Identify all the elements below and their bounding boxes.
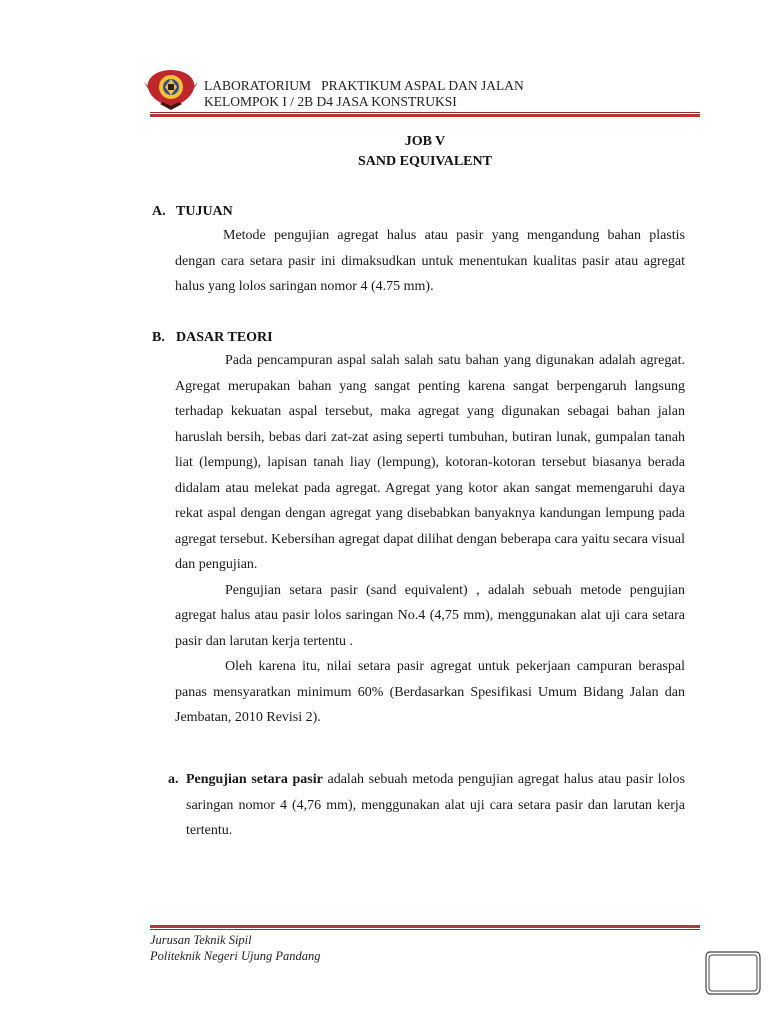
job-number: JOB V	[404, 134, 446, 149]
footer-rule-thin	[150, 929, 700, 930]
header-text	[204, 78, 524, 110]
section-a-paragraph-1: Metode pengujian agregat halus atau pasir yang mengandung bahan plastis dengan cara setara pasir ini dimaksudkan untuk menentukan kualitas pasir atau agregat halus yang lolos saringan nomor 4 (4.75 mm).	[175, 228, 685, 294]
section-b-heading	[152, 330, 273, 346]
section-a-number: A.	[152, 204, 166, 219]
footer-text	[150, 932, 320, 964]
list-item-content	[186, 767, 685, 844]
section-b-title: DASAR TEORI	[176, 330, 273, 345]
section-a-title: TUJUAN	[176, 204, 233, 219]
section-a-heading	[152, 204, 233, 220]
page-number-frame	[704, 950, 762, 996]
header-line-2: KELOMPOK I / 2B D4 JASA KONSTRUKSI	[204, 94, 457, 109]
document-title: SAND EQUIVALENT	[358, 154, 492, 169]
list-item	[168, 767, 685, 844]
section-b-paragraph-1: Pada pencampuran aspal salah salah satu bahan yang digunakan adalah agregat. Agregat merupakan bahan yang sangat penting karena sangat berpengaruh langsung terhadap kekuatan aspal tersebut, maka agregat yang digunakan sebagai bahan jalan haruslah bersih, bebas dari zat-zat asing seperti tumbuhan, butiran lunak, gumpalan tanah liat (lempung), lapisan tanah liay (lempung), kotoran-kotoran tersebut biasanya berada didalam atau melekat pada agregat. Agregat yang kotor akan sangat memengaruhi daya rekat aspal dengan dengan agregat yang disebabkan banyaknya kandungan lempung pada agregat tersebut. Kebersihan agregat dapat dilihat dengan beberapa cara yaitu secara visual dan pengujian.	[175, 353, 685, 572]
institution-logo	[144, 64, 198, 112]
footer-line-1: Jurusan Teknik Sipil	[150, 933, 252, 947]
footer-line-2: Politeknik Negeri Ujung Pandang	[150, 949, 321, 963]
section-b-body	[175, 348, 685, 731]
list-item-lead: Pengujian setara pasir	[186, 772, 323, 787]
header-rule-thin	[150, 112, 700, 113]
header-rule-thick	[150, 114, 700, 117]
section-b-paragraph-2: Pengujian setara pasir (sand equivalent) , adalah sebuah metode pengujian agregat halus atau pasir lolos saringan No.4 (4,75 mm), menggunakan alat uji cara setara pasir dan larutan kerja tertentu .	[175, 582, 685, 649]
section-a-body	[175, 223, 685, 300]
footer-rule-thick	[150, 925, 700, 928]
list-item-marker: a.	[168, 772, 179, 787]
list-item-text: adalah sebuah metoda pengujian agregat halus atau pasir lolos saringan nomor 4 (4,76 mm), menggunakan alat uji cara setara pasir dan larutan kerja tertentu.	[186, 772, 686, 838]
section-b-paragraph-3: Oleh karena itu, nilai setara pasir agregat untuk pekerjaan campuran beraspal panas mensyaratkan minimum 60% (Berdasarkan Spesifikasi Umum Bidang Jalan dan Jembatan, 2010 Revisi 2).	[175, 659, 685, 725]
section-b-number: B.	[152, 330, 165, 345]
header-line-1: LABORATORIUM PRAKTIKUM ASPAL DAN JALAN	[204, 78, 524, 93]
